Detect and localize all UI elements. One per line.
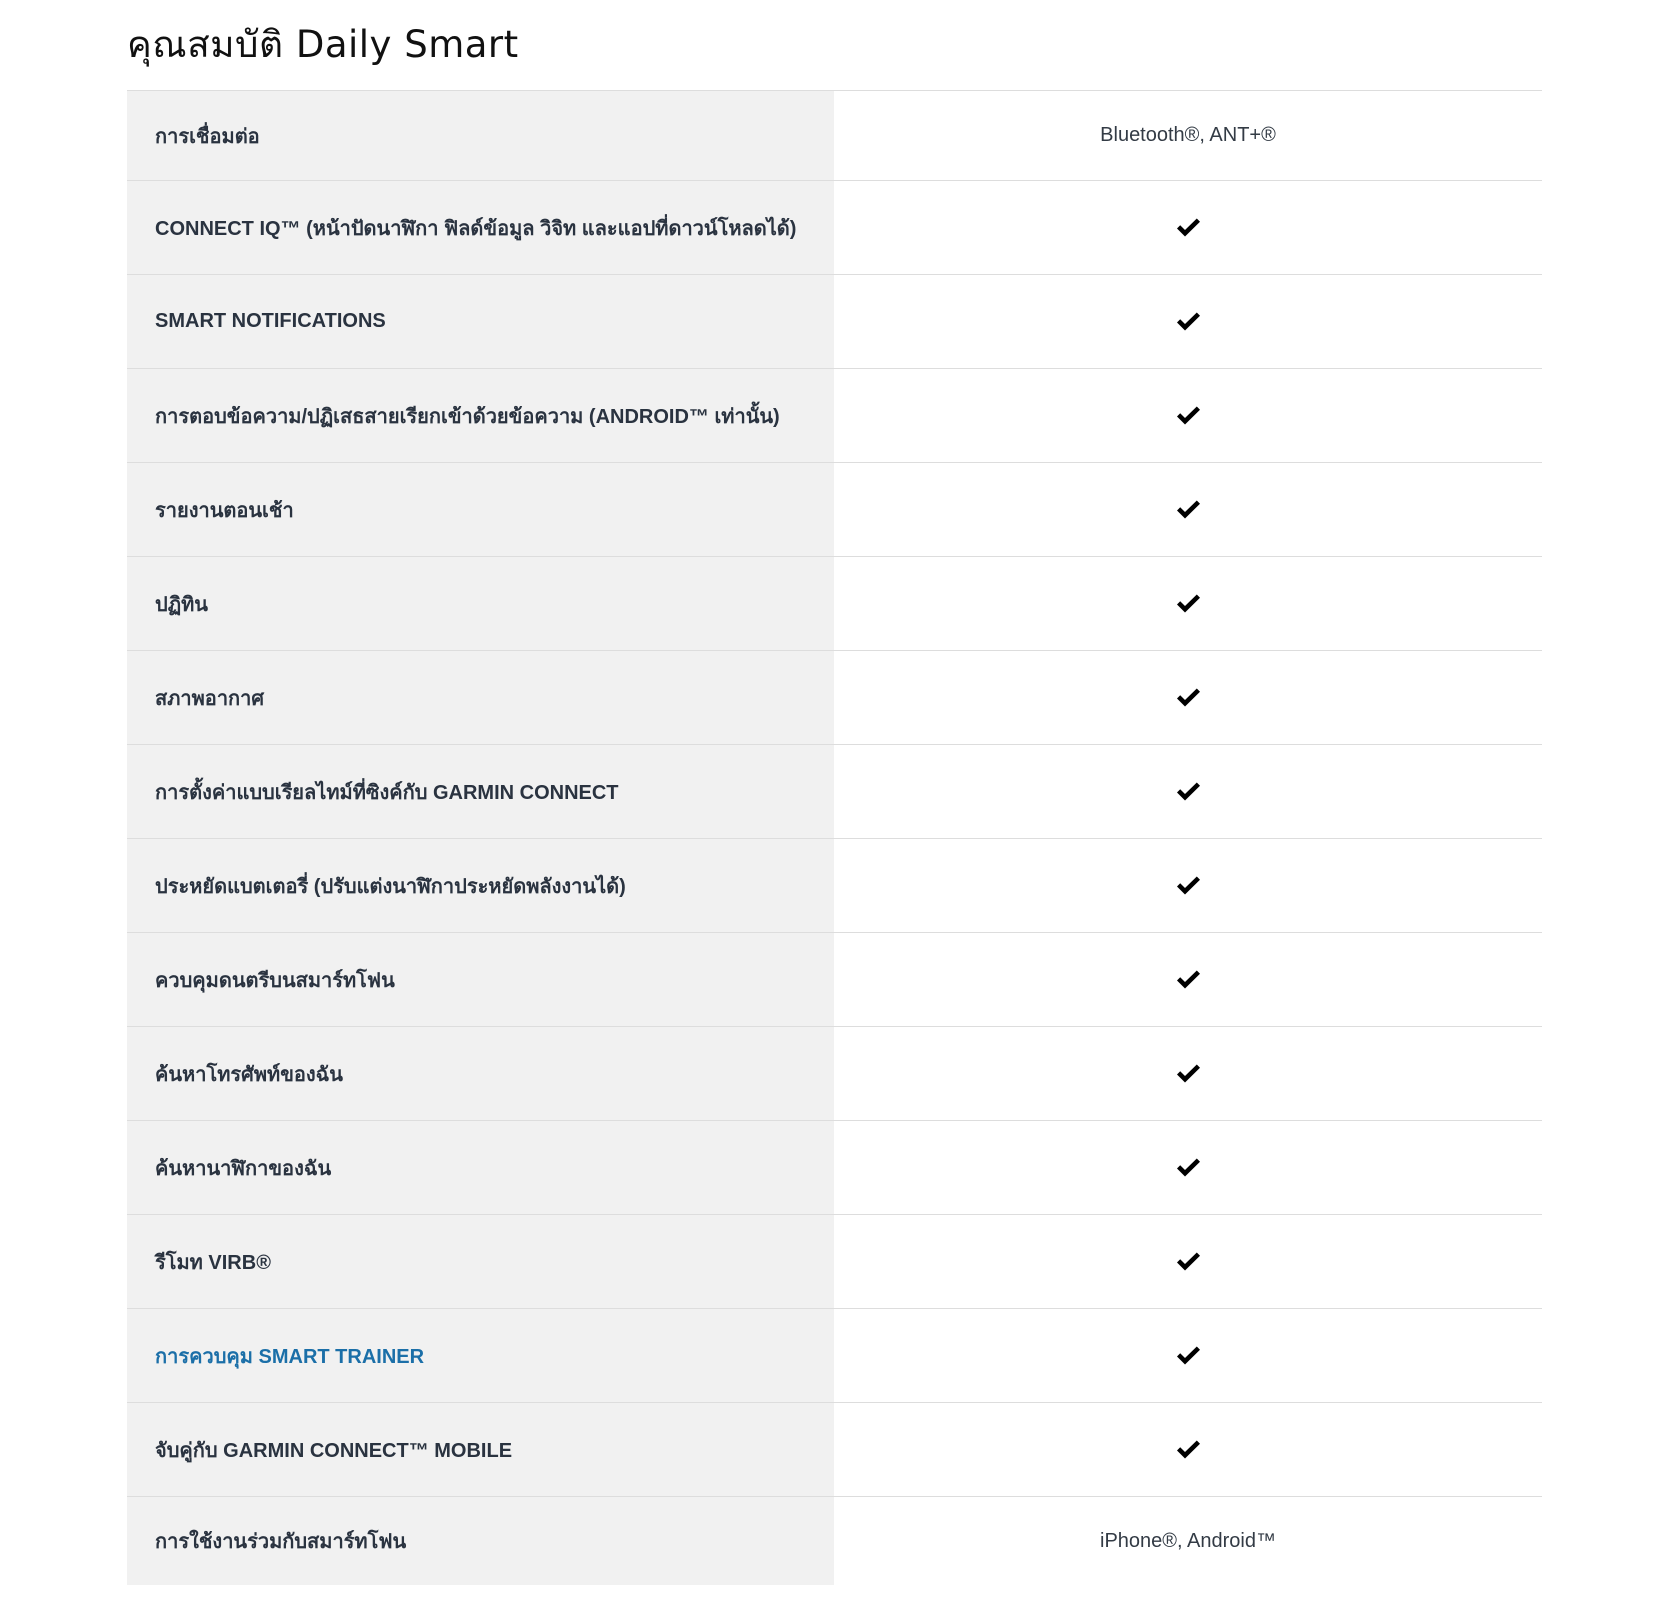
spec-value-cell: [834, 557, 1542, 650]
spec-row: [127, 1497, 1542, 1585]
spec-label: ปฏิทิน: [155, 593, 208, 616]
spec-label-cell: [127, 1403, 834, 1496]
spec-row: [127, 1309, 1542, 1403]
spec-value-cell: [834, 91, 1542, 180]
checkmark-icon: [1176, 1346, 1201, 1366]
checkmark-icon: [1176, 970, 1201, 990]
checkmark-icon: [1176, 218, 1201, 238]
spec-label-cell: [127, 369, 834, 462]
spec-value-cell: [834, 839, 1542, 932]
spec-value-cell: [834, 1309, 1542, 1402]
spec-label-link[interactable]: การควบคุม SMART TRAINER: [155, 1345, 425, 1368]
spec-value: Bluetooth®, ANT+®: [1100, 124, 1276, 146]
spec-value-cell: [834, 1027, 1542, 1120]
spec-label-cell: [127, 91, 834, 180]
spec-row: [127, 1215, 1542, 1309]
spec-value-cell: [834, 463, 1542, 556]
spec-label: การตั้งค่าแบบเรียลไทม์ที่ซิงค์กับ GARMIN CONNECT: [155, 781, 619, 804]
checkmark-icon: [1176, 876, 1201, 896]
spec-label: รีโมท VIRB®: [155, 1251, 271, 1274]
spec-value-cell: [834, 181, 1542, 274]
spec-row: [127, 933, 1542, 1027]
spec-label: การตอบข้อความ/ปฏิเสธสายเรียกเข้าด้วยข้อความ (ANDROID™ เท่านั้น): [155, 405, 780, 428]
spec-row: [127, 1027, 1542, 1121]
spec-label: การใช้งานร่วมกับสมาร์ทโฟน: [155, 1531, 407, 1553]
spec-row: [127, 91, 1542, 181]
specs-table: [127, 90, 1542, 1585]
spec-value-cell: [834, 745, 1542, 838]
spec-value-cell: [834, 1497, 1542, 1585]
checkmark-icon: [1176, 500, 1201, 520]
checkmark-icon: [1176, 782, 1201, 802]
spec-label: CONNECT IQ™ (หน้าปัดนาฬิกา ฟิลด์ข้อมูล วิจิท และแอปที่ดาวน์โหลดได้): [155, 217, 797, 240]
spec-row: [127, 557, 1542, 651]
spec-value-cell: [834, 369, 1542, 462]
spec-label-cell: [127, 275, 834, 368]
spec-label: การเชื่อมต่อ: [155, 125, 260, 148]
spec-row: [127, 1121, 1542, 1215]
spec-value: iPhone®, Android™: [1100, 1529, 1276, 1552]
spec-label-cell: [127, 1309, 834, 1402]
spec-label-cell: [127, 1497, 834, 1585]
spec-label: สภาพอากาศ: [155, 687, 265, 710]
specs-page: [127, 0, 1542, 1585]
spec-value-cell: [834, 275, 1542, 368]
checkmark-icon: [1176, 312, 1201, 332]
spec-label: รายงานตอนเช้า: [155, 499, 294, 522]
checkmark-icon: [1176, 688, 1201, 708]
spec-label-cell: [127, 1027, 834, 1120]
spec-label: ค้นหานาฬิกาของฉัน: [155, 1157, 332, 1180]
spec-row: [127, 839, 1542, 933]
spec-label-cell: [127, 651, 834, 744]
spec-label-cell: [127, 181, 834, 274]
spec-value-cell: [834, 1403, 1542, 1496]
spec-label-cell: [127, 463, 834, 556]
spec-row: [127, 651, 1542, 745]
checkmark-icon: [1176, 594, 1201, 614]
checkmark-icon: [1176, 406, 1201, 426]
spec-label-cell: [127, 1121, 834, 1214]
spec-value-cell: [834, 1215, 1542, 1308]
spec-row: [127, 275, 1542, 369]
spec-label-cell: [127, 1215, 834, 1308]
spec-value-cell: [834, 651, 1542, 744]
page-title: คุณสมบัติ Daily Smart: [127, 23, 519, 66]
checkmark-icon: [1176, 1252, 1201, 1272]
checkmark-icon: [1176, 1158, 1201, 1178]
spec-label: ค้นหาโทรศัพท์ของฉัน: [155, 1063, 343, 1086]
spec-label-cell: [127, 557, 834, 650]
spec-row: [127, 745, 1542, 839]
spec-label: ประหยัดแบตเตอรี่ (ปรับแต่งนาฬิกาประหยัดพลังงานได้): [155, 875, 626, 898]
spec-label: ควบคุมดนตรีบนสมาร์ทโฟน: [155, 969, 395, 992]
checkmark-icon: [1176, 1440, 1201, 1460]
spec-row: [127, 369, 1542, 463]
spec-row: [127, 463, 1542, 557]
spec-label: จับคู่กับ GARMIN CONNECT™ MOBILE: [155, 1439, 513, 1462]
spec-row: [127, 1403, 1542, 1497]
spec-value-cell: [834, 1121, 1542, 1214]
spec-value-cell: [834, 933, 1542, 1026]
spec-label: SMART NOTIFICATIONS: [155, 310, 386, 332]
spec-label-cell: [127, 745, 834, 838]
spec-label-cell: [127, 839, 834, 932]
checkmark-icon: [1176, 1064, 1201, 1084]
spec-row: [127, 181, 1542, 275]
spec-label-cell: [127, 933, 834, 1026]
